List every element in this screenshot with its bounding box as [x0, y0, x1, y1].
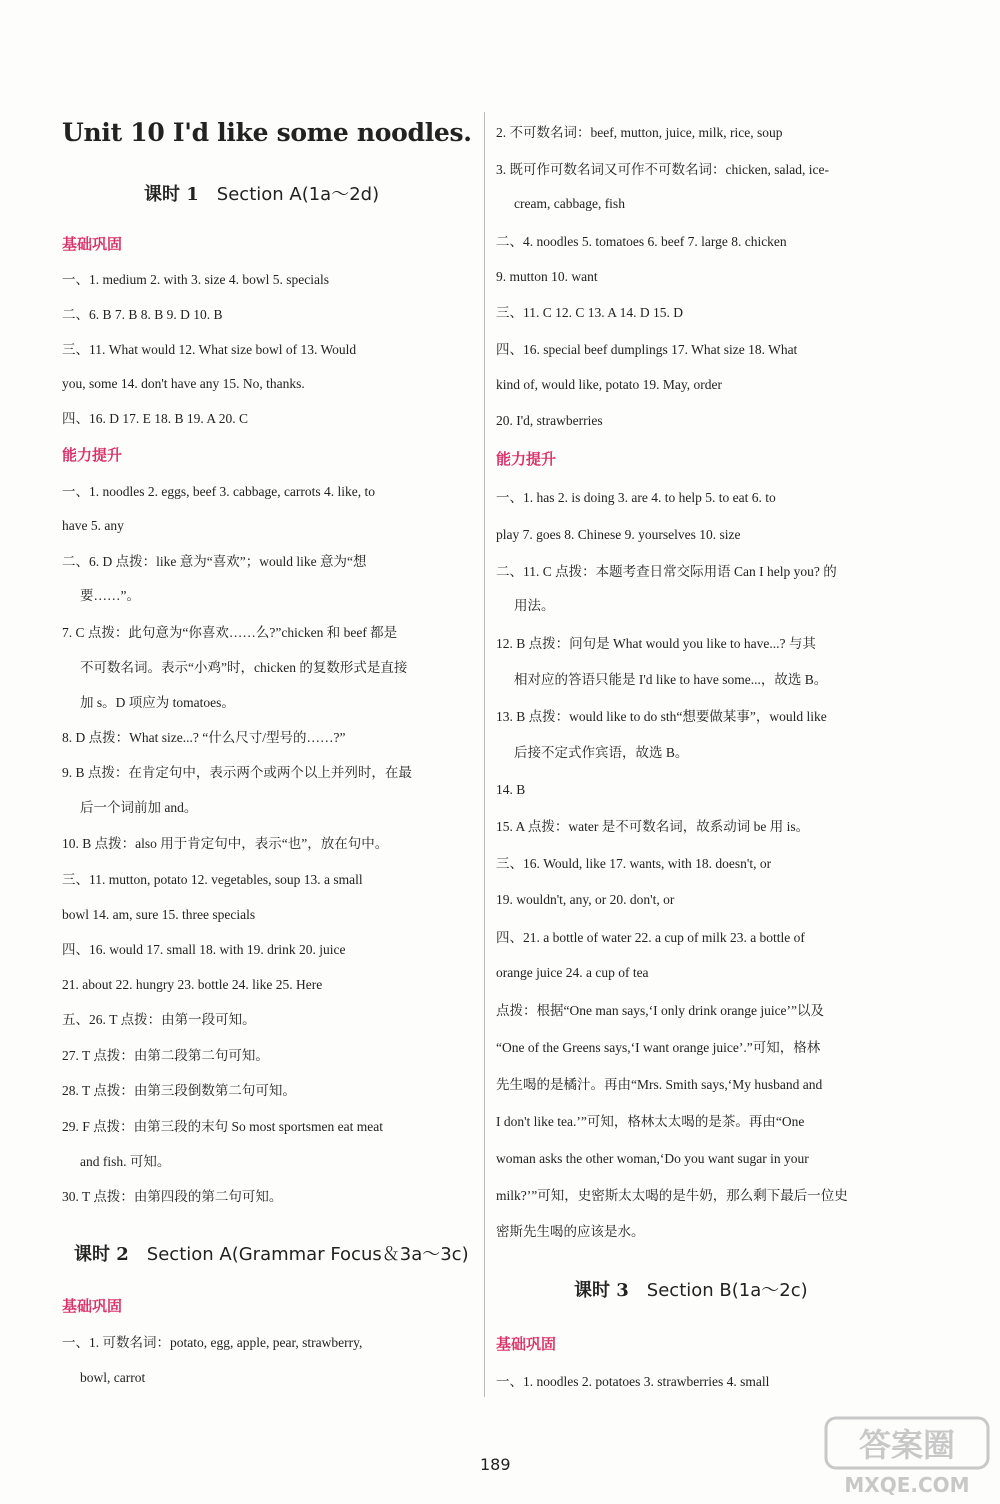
- answer-line: 3. 既可作可数名词又可作不可数名词：chicken, salad, ice-: [496, 162, 829, 177]
- answer-line: 三、11. What would 12. What size bowl of 13. Would: [62, 342, 357, 357]
- answer-line: 不可数名词。表示“小鸡”时，chicken 的复数形式是直接: [80, 660, 408, 675]
- lesson-title: Section A(1a～2d): [216, 184, 380, 205]
- answer-line: 二、6. D 点拨：like 意为“喜欢”；would like 意为“想: [62, 554, 367, 569]
- answer-line: 三、16. Would, like 17. wants, with 18. doesn't, or: [496, 856, 772, 871]
- answer-line: 28. T 点拨：由第三段倒数第二句可知。: [62, 1083, 296, 1098]
- answer-line: 一、1. medium 2. with 3. size 4. bowl 5. specials: [62, 272, 329, 287]
- answer-line: 五、26. T 点拨：由第一段可知。: [62, 1012, 256, 1027]
- answer-line: 27. T 点拨：由第二段第二句可知。: [62, 1048, 269, 1063]
- answer-line: 密斯先生喝的应该是水。: [496, 1224, 645, 1239]
- answer-line: milk?’”可知，史密斯太太喝的是牛奶，那么剩下最后一位史: [496, 1188, 848, 1203]
- lesson-number: 课时 2: [74, 1244, 129, 1265]
- answer-line: 三、11. mutton, potato 12. vegetables, soup 13. a small: [62, 872, 363, 887]
- answer-line: 7. C 点拨：此句意为“你喜欢……么?”chicken 和 beef 都是: [62, 625, 398, 640]
- answer-line: 一、1. noodles 2. eggs, beef 3. cabbage, carrots 4. like, to: [62, 484, 376, 499]
- lesson-title: Section B(1a～2c): [646, 1280, 808, 1301]
- answer-line: 四、21. a bottle of water 22. a cup of milk 23. a bottle of: [496, 930, 805, 945]
- answer-line: 21. about 22. hungry 23. bottle 24. like 25. Here: [62, 977, 323, 992]
- answer-line: bowl 14. am, sure 15. three specials: [62, 907, 256, 922]
- answer-line: 二、6. B 7. B 8. B 9. D 10. B: [62, 307, 223, 322]
- answer-line: 9. mutton 10. want: [496, 269, 598, 284]
- section-label-ability: 能力提升: [62, 446, 123, 464]
- answer-line: 四、16. would 17. small 18. with 19. drink 20. juice: [62, 942, 346, 957]
- answer-line: 加 s。D 项应为 tomatoes。: [80, 695, 235, 710]
- answer-line: bowl, carrot: [80, 1370, 146, 1385]
- answer-line: 用法。: [514, 598, 555, 613]
- lesson-3-heading: [574, 1276, 808, 1302]
- watermark-top-text: 答案圈: [858, 1426, 956, 1464]
- section-label-basic: 基础巩固: [62, 235, 123, 253]
- answer-line: “One of the Greens says,‘I want orange juice’.”可知，格林: [496, 1040, 821, 1055]
- answer-line: 三、11. C 12. C 13. A 14. D 15. D: [496, 305, 684, 320]
- answer-line: and fish. 可知。: [80, 1154, 171, 1169]
- answer-line: 10. B 点拨：also 用于肯定句中，表示“也”，放在句中。: [62, 836, 389, 851]
- answer-line: 二、11. C 点拨：本题考查日常交际用语 Can I help you? 的: [496, 564, 837, 579]
- answer-line: 后接不定式作宾语，故选 B。: [514, 745, 689, 760]
- answer-line: 15. A 点拨：water 是不可数名词，故系动词 be 用 is。: [496, 819, 810, 834]
- answer-line: 2. 不可数名词：beef, mutton, juice, milk, rice, soup: [496, 125, 783, 140]
- lesson-title: Section A(Grammar Focus＆3a～3c): [146, 1244, 469, 1265]
- section-label-ability: 能力提升: [496, 450, 557, 468]
- answer-line: have 5. any: [62, 518, 124, 533]
- answer-line: 四、16. D 17. E 18. B 19. A 20. C: [62, 411, 249, 426]
- answer-line: 点拨：根据“One man says,‘I only drink orange juice’”以及: [496, 1003, 825, 1018]
- answer-line: 先生喝的是橘汁。再由“Mrs. Smith says,‘My husband and: [496, 1077, 823, 1092]
- answer-line: 13. B 点拨：would like to do sth“想要做某事”，would like: [496, 709, 827, 724]
- lesson-1-heading: [144, 180, 379, 206]
- answer-line: 12. B 点拨：问句是 What would you like to have...? 与其: [496, 636, 816, 651]
- answer-line: cream, cabbage, fish: [514, 196, 625, 211]
- lesson-number: 课时 1: [144, 184, 199, 205]
- answer-line: 19. wouldn't, any, or 20. don't, or: [496, 892, 675, 907]
- answer-line: 一、1. 可数名词：potato, egg, apple, pear, strawberry,: [62, 1335, 363, 1350]
- answer-line: I don't like tea.’”可知，格林太太喝的是茶。再由“One: [496, 1114, 805, 1129]
- answer-line: woman asks the other woman,‘Do you want sugar in your: [496, 1151, 809, 1166]
- column-divider: [484, 112, 485, 1397]
- answer-line: 二、4. noodles 5. tomatoes 6. beef 7. large 8. chicken: [496, 234, 787, 249]
- lesson-2-heading: [74, 1240, 469, 1266]
- answer-line: 9. B 点拨：在肯定句中，表示两个或两个以上并列时，在最: [62, 765, 412, 780]
- answer-line: 29. F 点拨：由第三段的末句 So most sportsmen eat meat: [62, 1119, 383, 1134]
- answer-line: you, some 14. don't have any 15. No, thanks.: [62, 376, 305, 391]
- unit-title: Unit 10 I'd like some noodles.: [62, 118, 472, 147]
- answer-line: 一、1. has 2. is doing 3. are 4. to help 5. to eat 6. to: [496, 490, 776, 505]
- answer-line: 14. B: [496, 782, 526, 797]
- answer-line: orange juice 24. a cup of tea: [496, 965, 649, 980]
- watermark-logo: [822, 1412, 992, 1500]
- answer-line: 后一个词前加 and。: [80, 800, 198, 815]
- answer-line: 一、1. noodles 2. potatoes 3. strawberries 4. small: [496, 1374, 770, 1389]
- answer-line: 四、16. special beef dumplings 17. What size 18. What: [496, 342, 798, 357]
- answer-line: 要……”。: [80, 588, 140, 603]
- answer-line: 20. I'd, strawberries: [496, 413, 603, 428]
- page-number: 189: [480, 1455, 511, 1474]
- section-label-basic: 基础巩固: [496, 1335, 557, 1353]
- answer-line: 30. T 点拨：由第四段的第二句可知。: [62, 1189, 283, 1204]
- watermark-bottom-text: MXQE.COM: [844, 1473, 970, 1497]
- answer-line: kind of, would like, potato 19. May, order: [496, 377, 722, 392]
- section-label-basic: 基础巩固: [62, 1297, 123, 1315]
- lesson-number: 课时 3: [574, 1280, 629, 1301]
- answer-line: 8. D 点拨：What size...? “什么尺寸/型号的……?”: [62, 730, 346, 745]
- answer-line: 相对应的答语只能是 I'd like to have some...，故选 B。: [514, 672, 828, 687]
- answer-line: play 7. goes 8. Chinese 9. yourselves 10. size: [496, 527, 741, 542]
